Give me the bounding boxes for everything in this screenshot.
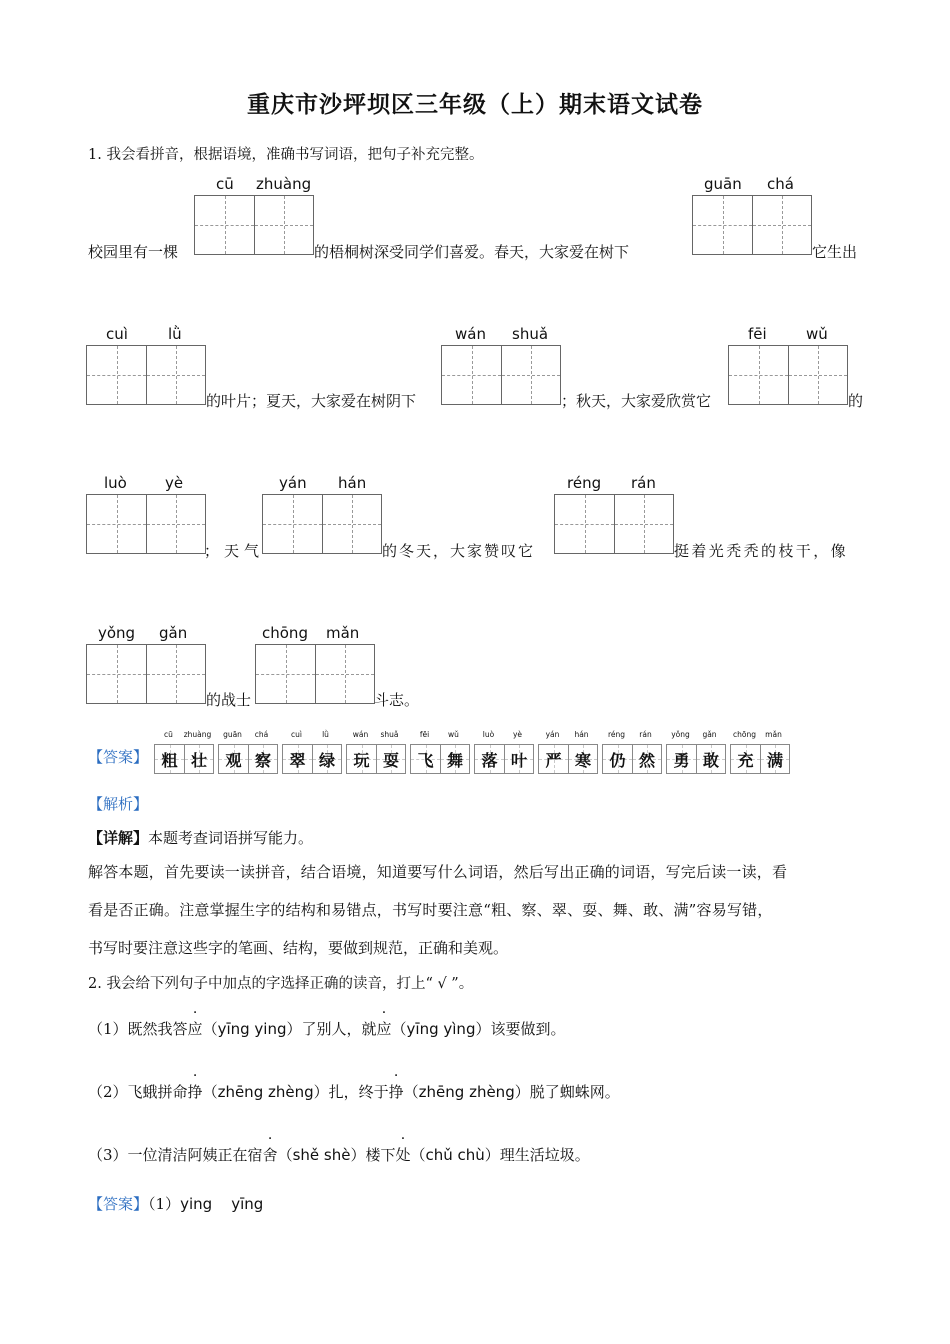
answer-char-cell: [155, 745, 184, 773]
answer-char-cell: [603, 745, 632, 773]
answer-char-cell: [376, 745, 405, 773]
answer-pinyin: yè: [512, 730, 523, 739]
dotted-char: 处: [395, 1146, 411, 1164]
answer-word: [410, 730, 470, 774]
sentence-3: （3）一位清洁阿姨正在宿舍（shě shè）楼下处（chǔ chù）理生活垃圾。: [88, 1146, 590, 1164]
pinyin: hán: [338, 474, 367, 492]
answer-char-cell: [219, 745, 248, 773]
pinyin: guān: [704, 175, 742, 193]
question-2-prompt: 2. 我会给下列句子中加点的字选择正确的读音，打上“ √ ”。: [88, 976, 474, 992]
answer-pinyin: ying yīng: [180, 1195, 264, 1213]
pinyin: réng: [567, 474, 602, 492]
writing-grid[interactable]: [255, 644, 375, 704]
page-title: 重庆市沙坪坝区三年级（上）期末语文试卷: [247, 91, 703, 118]
answer-box: [474, 744, 534, 774]
answer-char: 敢: [702, 750, 719, 770]
answer-char: 玩: [353, 750, 370, 770]
explanation-line: 看是否正确。注意掌握生字的结构和易错点，书写时要注意“粗、察、翠、耍、舞、敢、满”容易写错，: [88, 901, 773, 919]
pinyin-options[interactable]: zhēng zhèng: [418, 1083, 515, 1101]
pinyin: chá: [767, 175, 794, 193]
detail-label: 【详解】: [88, 829, 149, 847]
answer-pinyin: lǜ: [322, 730, 329, 739]
answer-char-cell: [696, 745, 725, 773]
pinyin: mǎn: [326, 624, 360, 642]
analysis-label: 【解析】: [88, 795, 149, 813]
writing-grid[interactable]: [728, 345, 848, 405]
answer-char: 翠: [289, 750, 306, 770]
answer-char: 观: [225, 750, 242, 770]
writing-grid[interactable]: [441, 345, 561, 405]
answer-pinyin: cuì: [291, 730, 302, 739]
answer-char-cell: [283, 745, 312, 773]
answer-grid-row: [154, 730, 790, 774]
pinyin: cū: [216, 175, 234, 193]
answer-word: [730, 730, 790, 774]
pinyin-options[interactable]: zhēng zhèng: [217, 1083, 314, 1101]
answer-char-cell: [312, 745, 341, 773]
sentence-text: 的: [848, 392, 864, 410]
pinyin: luò: [104, 474, 127, 492]
answer-word: [346, 730, 406, 774]
answer-box: [218, 744, 278, 774]
question-1-prompt: 1. 我会看拼音，根据语境，准确书写词语，把句子补充完整。: [88, 147, 484, 163]
answer-char-cell: [667, 745, 696, 773]
writing-grid[interactable]: [86, 644, 206, 704]
sentence-2: （2）飞蛾拼命挣（zhēng zhèng）扎，终于挣（zhēng zhèng）脱了蜘蛛网。: [88, 1083, 620, 1101]
answer-pinyin: yǒng: [671, 730, 690, 739]
answer-char: 叶: [510, 750, 527, 770]
answer-word: [218, 730, 278, 774]
detail-line: [88, 827, 313, 848]
pinyin: yán: [279, 474, 307, 492]
answer-pinyin: wǔ: [448, 730, 459, 739]
writing-grid[interactable]: [86, 494, 206, 554]
answer-char-cell: [760, 745, 789, 773]
answer-char: 落: [481, 750, 498, 770]
answer-pinyin: mǎn: [765, 730, 782, 739]
pinyin: gǎn: [159, 624, 188, 642]
writing-grid[interactable]: [692, 195, 812, 255]
answer-pinyin: réng: [607, 730, 626, 739]
pinyin: chōng: [262, 624, 308, 642]
answer-char: 仍: [609, 750, 626, 770]
answer-pinyin: cū: [164, 730, 173, 739]
answer-word: [602, 730, 662, 774]
pinyin: fēi: [748, 325, 767, 343]
answer-word: [474, 730, 534, 774]
answer-char-cell: [504, 745, 533, 773]
sentence-text: ；天气: [204, 542, 265, 560]
pinyin: lǜ: [168, 325, 182, 343]
answer-char: 壮: [190, 750, 207, 770]
dotted-char: 挣: [388, 1083, 404, 1101]
sentence-text: 的战士: [206, 691, 252, 709]
answer-char-cell: [568, 745, 597, 773]
answer-pinyin: zhuàng: [183, 730, 212, 739]
answer-box: [602, 744, 662, 774]
answer-char: 满: [766, 750, 783, 770]
dotted-char: 舍: [262, 1146, 278, 1164]
answer-pinyin: luò: [482, 730, 495, 739]
answer-char: 严: [545, 750, 562, 770]
answer-label: 【答案】: [88, 748, 149, 766]
sentence-text: ；秋天，大家爱欣赏它: [561, 392, 712, 410]
answer-pinyin: yán: [545, 730, 560, 739]
pinyin-options[interactable]: yīng ying: [217, 1020, 287, 1038]
pinyin: yǒng: [98, 624, 136, 642]
answer-box: [730, 744, 790, 774]
answer-box: [282, 744, 342, 774]
detail-text: 本题考查词语拼写能力。: [148, 829, 314, 847]
answer-char-cell: [539, 745, 568, 773]
q2-answer-line: [88, 1193, 263, 1214]
sentence-text: 挺着光秃秃的枝干，像: [674, 542, 849, 560]
answer-pinyin: fēi: [419, 730, 430, 739]
dotted-char: 挣: [187, 1083, 203, 1101]
answer-word: [538, 730, 598, 774]
answer-char: 飞: [417, 750, 434, 770]
sentence-text: 的梧桐树深受同学们喜爱。春天，大家爱在树下: [314, 243, 630, 261]
answer-char: 粗: [161, 750, 178, 770]
answer-char: 充: [737, 750, 754, 770]
sentence-text: 的叶片；夏天，大家爱在树阴下: [206, 392, 417, 410]
sentence-text: 校园里有一棵: [88, 243, 179, 261]
writing-grid[interactable]: [194, 195, 314, 255]
answer-char-cell: [248, 745, 277, 773]
sentence-text: 斗志。: [374, 691, 420, 709]
answer-char-cell: [475, 745, 504, 773]
dotted-char: 应: [187, 1020, 203, 1038]
sentence-text: 的冬天，大家赞叹它: [382, 542, 536, 560]
explanation-line: 书写时要注意这些字的笔画、结构，要做到规范，正确和美观。: [88, 939, 509, 957]
answer-pinyin: wán: [352, 730, 369, 739]
answer-char-cell: [731, 745, 760, 773]
answer-char: 舞: [446, 750, 463, 770]
answer-word: [282, 730, 342, 774]
sentence-1: （1）既然我答应（yīng ying）了别人，就应（yīng yìng）该要做到。: [88, 1020, 566, 1038]
answer-char-cell: [632, 745, 661, 773]
answer-char: 耍: [382, 750, 399, 770]
answer-pinyin: gǎn: [702, 730, 717, 739]
pinyin-options[interactable]: chǔ chù: [425, 1146, 485, 1164]
answer-char: 寒: [574, 750, 591, 770]
answer-word: [666, 730, 726, 774]
pinyin-options[interactable]: yīng yìng: [406, 1020, 476, 1038]
answer-char-cell: [347, 745, 376, 773]
answer-box: [346, 744, 406, 774]
dotted-char: 应: [376, 1020, 392, 1038]
answer-char-cell: [440, 745, 469, 773]
answer-char-cell: [411, 745, 440, 773]
pinyin-options[interactable]: shě shè: [292, 1146, 351, 1164]
answer-char-cell: [184, 745, 213, 773]
answer-label: 【答案】: [88, 1195, 149, 1213]
answer-pinyin: chá: [254, 730, 269, 739]
answer-char: 绿: [318, 750, 335, 770]
writing-grid[interactable]: [86, 345, 206, 405]
pinyin: cuì: [106, 325, 128, 343]
answer-box: [154, 744, 214, 774]
answer-box: [666, 744, 726, 774]
sentence-text: 它生出: [812, 243, 858, 261]
answer-pinyin: shuǎ: [380, 730, 399, 739]
pinyin: shuǎ: [512, 325, 549, 343]
answer-pinyin: chōng: [733, 730, 756, 739]
pinyin: wǔ: [806, 325, 828, 343]
writing-grid[interactable]: [262, 494, 382, 554]
answer-box: [538, 744, 598, 774]
explanation-line: 解答本题，首先要读一读拼音，结合语境，知道要写什么词语，然后写出正确的词语，写完后读一读，看: [88, 863, 788, 881]
pinyin: wán: [455, 325, 486, 343]
answer-box: [410, 744, 470, 774]
writing-grid[interactable]: [554, 494, 674, 554]
answer-pinyin: hán: [574, 730, 589, 739]
pinyin: rán: [631, 474, 656, 492]
answer-char: 察: [254, 750, 271, 770]
answer-pinyin: guān: [223, 730, 242, 739]
answer-char: 勇: [673, 750, 690, 770]
answer-char: 然: [638, 750, 655, 770]
pinyin: zhuàng: [256, 175, 312, 193]
answer-word: [154, 730, 214, 774]
pinyin: yè: [165, 474, 184, 492]
answer-number: （1）: [148, 1195, 181, 1213]
answer-pinyin: rán: [639, 730, 652, 739]
